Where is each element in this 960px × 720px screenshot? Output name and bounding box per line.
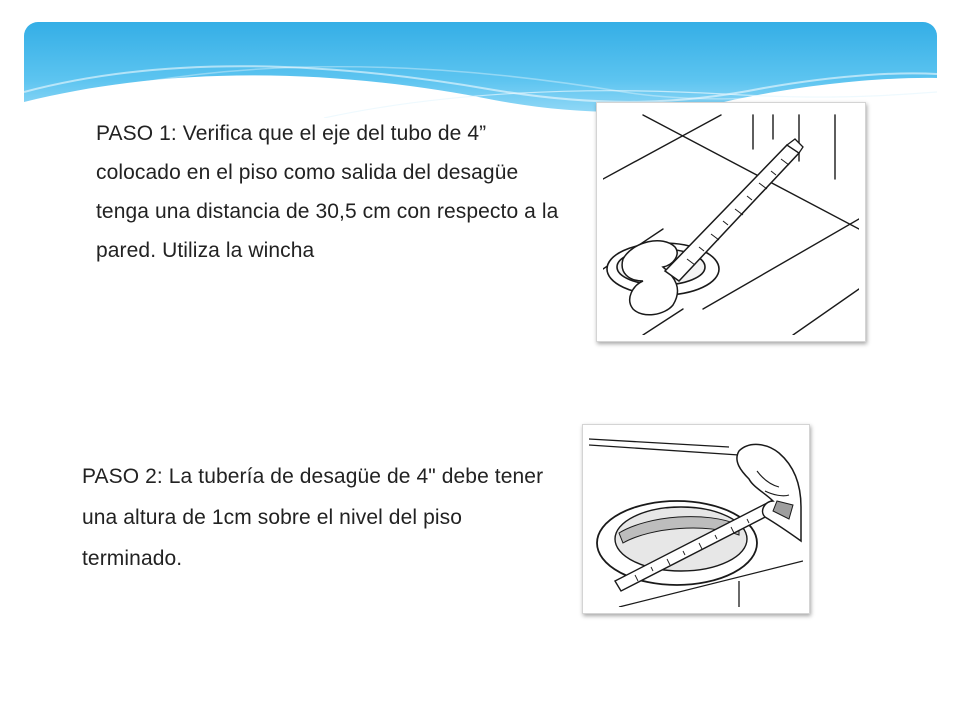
step-2-illustration (582, 424, 810, 614)
step-1-illustration (596, 102, 866, 342)
step-1-text: PASO 1: Verifica que el eje del tubo de 4” colocado en el piso como salida del desagüe tenga una distancia de 30,5 cm con respecto a la pared. Utiliza la wincha (96, 122, 559, 262)
tape-measure-wall-illustration-icon (603, 109, 859, 335)
pipe-height-measure-illustration-icon (589, 431, 803, 607)
step-2-text: PASO 2: La tubería de desagüe de 4" debe tener una altura de 1cm sobre el nivel del piso terminado. (82, 465, 544, 570)
